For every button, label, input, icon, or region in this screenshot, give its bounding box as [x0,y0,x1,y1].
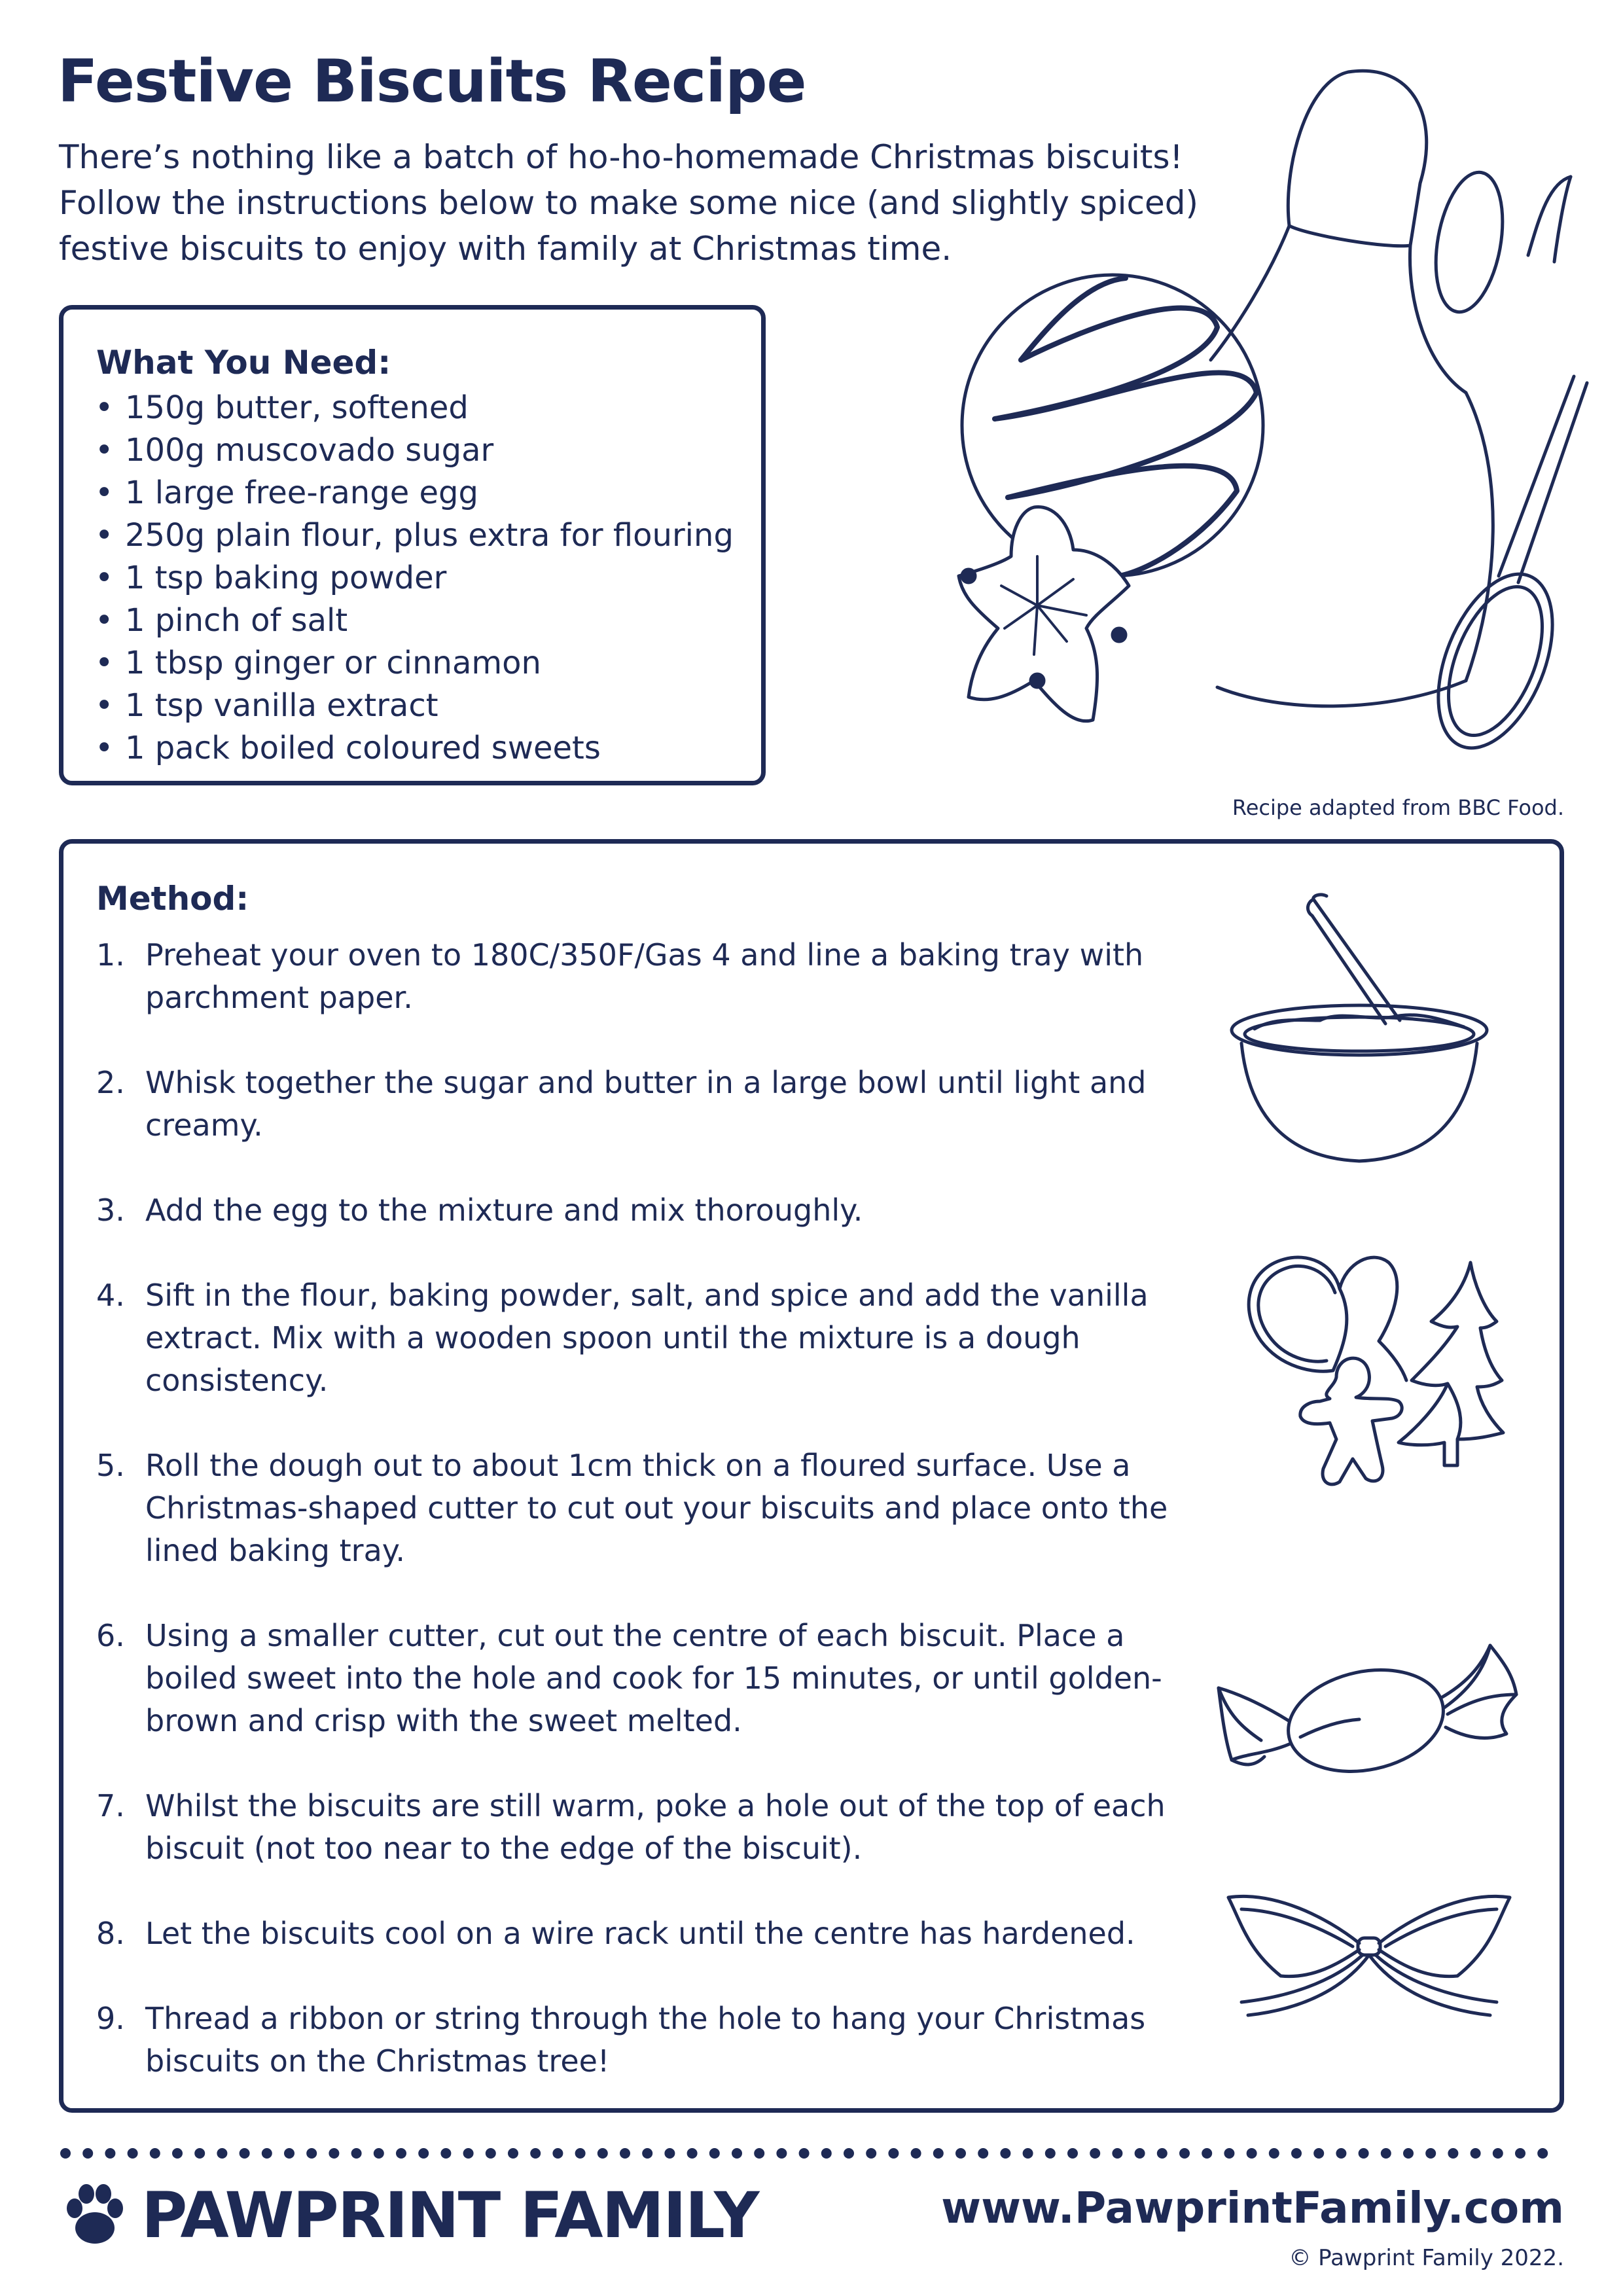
ingredient-item [95,429,734,472]
bullet: • [95,645,114,681]
divider-dot [1471,2148,1481,2159]
divider-dot [128,2148,138,2159]
intro-line: Follow the instructions below to make some nice (and slightly spiced) [59,184,1199,222]
wooden-spoon-icon [1416,167,1587,764]
step-line: boiled sweet into the hole and cook for 15 minutes, or until golden- [145,1660,1162,1696]
divider-dot [732,2148,742,2159]
kitchen-illustration [812,52,1597,798]
ingredient-item [95,514,734,557]
divider-dot [933,2148,944,2159]
ingredients-list [95,387,734,770]
divider-dot [821,2148,832,2159]
divider-dot [1247,2148,1257,2159]
divider-dot [642,2148,652,2159]
divider-dot [1537,2148,1548,2159]
ingredient-item [95,727,734,770]
ingredient-text: 1 pinch of salt [125,602,348,639]
star-biscuit-icon [959,507,1129,721]
method-box [59,839,1564,2113]
step-line: Preheat your oven to 180C/350F/Gas 4 and line a baking tray with [145,937,1144,973]
divider-dot [1179,2148,1190,2159]
divider-dot [1313,2148,1324,2159]
ingredient-text: 150g butter, softened [125,389,469,426]
divider-dot [172,2148,183,2159]
step-number: 5. [96,1448,125,1483]
step-line: brown and crisp with the sweet melted. [145,1703,742,1738]
bullet: • [95,475,114,511]
recipe-credit: Recipe adapted from BBC Food. [1232,795,1564,820]
bullet: • [95,560,114,596]
method-step [96,934,1268,1019]
divider-dot [284,2148,294,2159]
method-step [96,1785,1268,1870]
divider-dot [1291,2148,1302,2159]
divider-dot [262,2148,272,2159]
page-title: Festive Biscuits Recipe [58,47,806,116]
wrapped-sweet-icon [1215,1642,1523,1793]
divider-dot [486,2148,496,2159]
divider-dot [508,2148,518,2159]
divider-dot [530,2148,541,2159]
ribbon-bow-icon [1222,1878,1516,2028]
step-line: consistency. [145,1363,329,1398]
divider-dot [418,2148,429,2159]
ingredients-heading: What You Need: [96,344,391,382]
method-step [96,1062,1268,1147]
step-line: Whisk together the sugar and butter in a large bowl until light and [145,1065,1147,1100]
divider-dot [1000,2148,1010,2159]
divider-dot [955,2148,966,2159]
divider-dot [552,2148,563,2159]
divider-dot [844,2148,854,2159]
step-number: 8. [96,1916,125,1951]
ingredient-text: 1 tbsp ginger or cinnamon [125,645,541,681]
intro-line: There’s nothing like a batch of ho-ho-homemade Christmas biscuits! [59,138,1183,176]
divider-dot [217,2148,227,2159]
step-number: 6. [96,1618,125,1653]
step-line: biscuit (not too near to the edge of the biscuit). [145,1831,863,1866]
divider-dot [150,2148,160,2159]
ingredients-box [59,305,766,785]
divider-dot [1045,2148,1056,2159]
cookie-cutters-icon [1222,1249,1516,1537]
step-number: 1. [96,937,125,973]
mixing-bowl-icon [1228,893,1503,1181]
divider-dot [754,2148,764,2159]
website-link[interactable]: www.PawprintFamily.com [941,2183,1564,2233]
ingredient-text: 1 tsp baking powder [125,560,447,596]
divider-dot [1336,2148,1346,2159]
bullet: • [95,602,114,639]
step-line: Roll the dough out to about 1cm thick on a floured surface. Use a [145,1448,1131,1483]
divider-dot [1090,2148,1100,2159]
divider-dot [1515,2148,1525,2159]
divider-dot [620,2148,630,2159]
divider-dot [1202,2148,1212,2159]
divider-dot [306,2148,317,2159]
ingredient-item [95,600,734,642]
divider-dot [440,2148,451,2159]
step-number: 3. [96,1193,125,1228]
ingredient-text: 250g plain flour, plus extra for flouring [125,517,734,554]
step-number: 2. [96,1065,125,1100]
divider-dot [105,2148,115,2159]
divider-dot [240,2148,250,2159]
method-heading: Method: [96,880,249,918]
step-number: 4. [96,1278,125,1313]
ingredient-text: 1 large free-range egg [125,475,478,511]
gingerbread-man-icon [1300,1358,1402,1484]
divider-dot [911,2148,921,2159]
bullet: • [95,517,114,554]
divider-dot [1135,2148,1145,2159]
method-step [96,1444,1268,1572]
step-line: Add the egg to the mixture and mix thoroughly. [145,1193,863,1228]
bullet: • [95,687,114,724]
brand-name: PAWPRINT FAMILY [141,2179,758,2252]
paw-icon [59,2179,131,2251]
step-line: Using a smaller cutter, cut out the centre of each biscuit. Place a [145,1618,1125,1653]
step-line: Christmas-shaped cutter to cut out your biscuits and place onto the [145,1490,1168,1526]
method-step [96,1274,1268,1402]
divider-dot [1425,2148,1436,2159]
intro-line: festive biscuits to enjoy with family at Christmas time. [59,230,952,268]
divider-dot [1157,2148,1168,2159]
divider-dot [597,2148,608,2159]
ingredient-text: 1 pack boiled coloured sweets [125,730,601,766]
divider-dot [1493,2148,1503,2159]
divider-dot [575,2148,586,2159]
divider-dot [799,2148,810,2159]
brand-logo [59,2179,758,2251]
step-line: biscuits on the Christmas tree! [145,2043,610,2079]
divider-dot [687,2148,698,2159]
divider-dot [374,2148,384,2159]
ingredient-item [95,685,734,727]
method-step [96,1998,1268,2083]
step-number: 7. [96,1788,125,1823]
divider-dot [351,2148,362,2159]
divider-dot [1403,2148,1414,2159]
ingredient-item [95,472,734,514]
ingredient-item [95,557,734,600]
bullet: • [95,432,114,469]
divider-dot [1067,2148,1078,2159]
step-line: Thread a ribbon or string through the hole to hang your Christmas [145,2001,1146,2036]
ingredient-item [95,642,734,685]
bullet: • [95,389,114,426]
step-line: creamy. [145,1107,263,1143]
method-step [96,1912,1268,1955]
divider-dot [664,2148,675,2159]
divider-dot [1112,2148,1122,2159]
step-line: Sift in the flour, baking powder, salt, and spice and add the vanilla [145,1278,1149,1313]
dotted-divider [59,2145,1564,2161]
copyright: © Pawprint Family 2022. [1289,2245,1564,2271]
divider-dot [1023,2148,1033,2159]
divider-dot [978,2148,988,2159]
divider-dot [1448,2148,1458,2159]
method-step [96,1615,1268,1742]
divider-dot [82,2148,93,2159]
divider-dot [866,2148,876,2159]
step-line: lined baking tray. [145,1533,406,1568]
method-step [96,1189,1268,1232]
step-line: parchment paper. [145,980,413,1015]
bullet: • [95,730,114,766]
step-line: extract. Mix with a wooden spoon until the mixture is a dough [145,1320,1080,1355]
divider-dot [776,2148,787,2159]
step-number: 9. [96,2001,125,2036]
divider-dot [1224,2148,1234,2159]
divider-dot [709,2148,720,2159]
divider-dot [463,2148,474,2159]
step-line: Whilst the biscuits are still warm, poke a hole out of the top of each [145,1788,1166,1823]
ingredient-text: 1 tsp vanilla extract [125,687,438,724]
divider-dot [396,2148,406,2159]
divider-dot [329,2148,339,2159]
divider-dot [194,2148,205,2159]
divider-dot [1359,2148,1369,2159]
ingredient-item [95,387,734,429]
divider-dot [60,2148,71,2159]
divider-dot [1269,2148,1279,2159]
step-line: Let the biscuits cool on a wire rack until the centre has hardened. [145,1916,1135,1951]
divider-dot [1381,2148,1391,2159]
divider-dot [888,2148,899,2159]
bauble-icon [962,275,1263,576]
ingredient-text: 100g muscovado sugar [125,432,494,469]
